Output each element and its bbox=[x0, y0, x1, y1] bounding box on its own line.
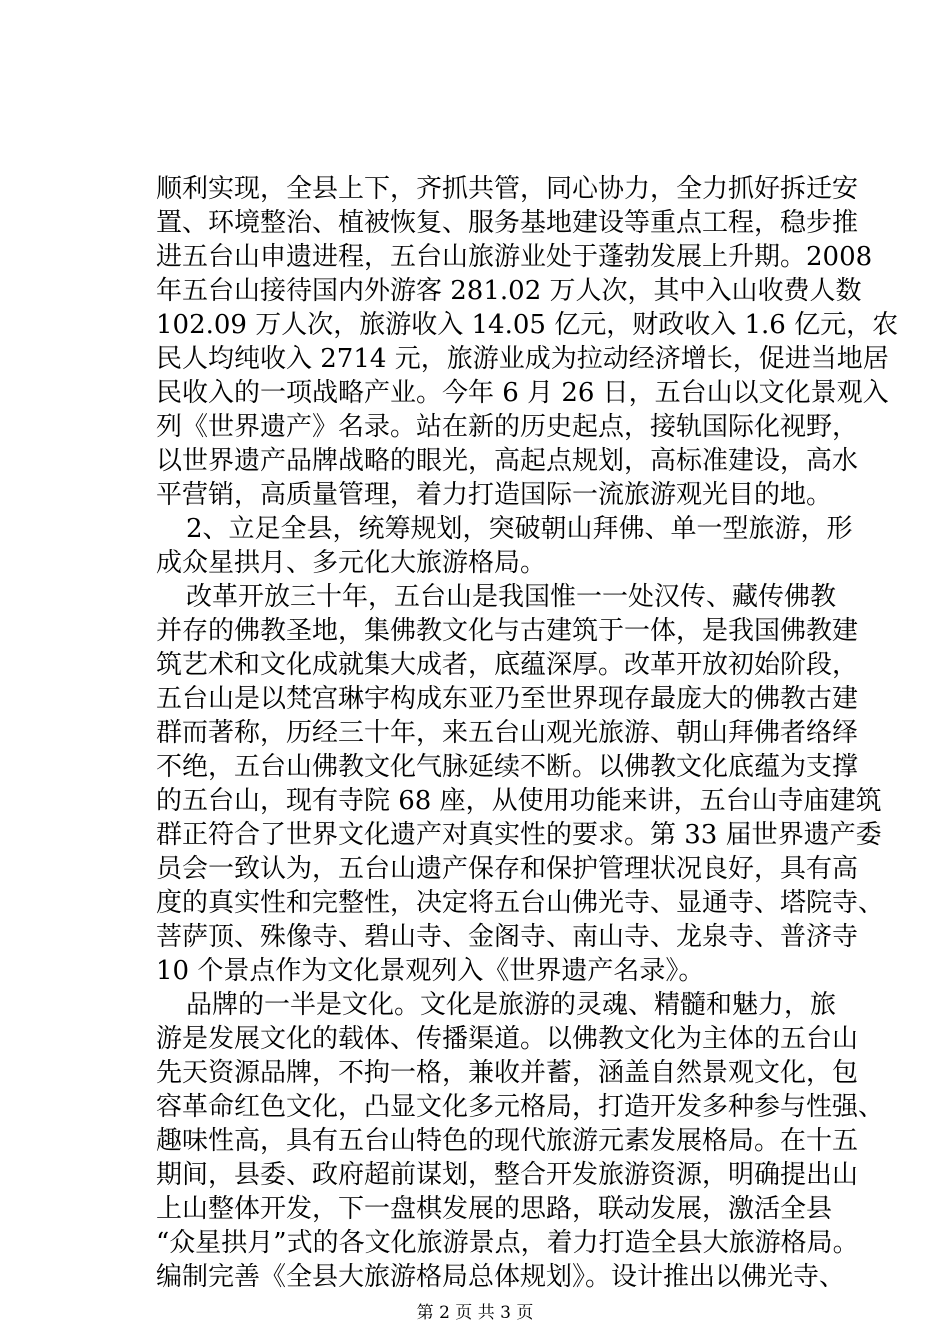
text-line: 先天资源品牌，不拘一格，兼收并蓄，涵盖自然景观文化，包 bbox=[156, 1058, 859, 1088]
section-heading-line: 成众星拱月、多元化大旅游格局。 bbox=[156, 548, 547, 578]
text-line: 102.09 万人次，旅游收入 14.05 亿元，财政收入 1.6 亿元，农 bbox=[156, 310, 899, 340]
text-line: 群而著称，历经三十年，来五台山观光旅游、朝山拜佛者络绎 bbox=[156, 718, 859, 748]
text-line: 菩萨顶、殊像寺、碧山寺、金阁寺、南山寺、龙泉寺、普济寺 bbox=[156, 922, 859, 952]
text-line: 上山整体开发，下一盘棋发展的思路，联动发展，激活全县 bbox=[156, 1194, 833, 1224]
text-line: 五台山是以梵宫琳宇构成东亚乃至世界现存最庞大的佛教古建 bbox=[156, 684, 859, 714]
text-line: 编制完善《全县大旅游格局总体规划》。设计推出以佛光寺、 bbox=[156, 1262, 846, 1292]
text-line: 容革命红色文化，凸显文化多元格局，打造开发多种参与性强、 bbox=[156, 1092, 885, 1122]
text-line: 置、环境整治、植被恢复、服务基地建设等重点工程，稳步推 bbox=[156, 208, 859, 238]
text-line: 不绝，五台山佛教文化气脉延续不断。以佛教文化底蕴为支撑 bbox=[156, 752, 859, 782]
text-line: 品牌的一半是文化。文化是旅游的灵魂、精髓和魅力，旅 bbox=[186, 990, 837, 1020]
text-line: 以世界遗产品牌战略的眼光，高起点规划，高标准建设，高水 bbox=[156, 446, 859, 476]
text-line: 进五台山申遗进程，五台山旅游业处于蓬勃发展上升期。2008 bbox=[156, 242, 873, 272]
text-line: 趣味性高，具有五台山特色的现代旅游元素发展格局。在十五 bbox=[156, 1126, 859, 1156]
text-line: 群正符合了世界文化遗产对真实性的要求。第 33 届世界遗产委 bbox=[156, 820, 882, 850]
text-line: 的五台山，现有寺院 68 座，从使用功能来讲，五台山寺庙建筑 bbox=[156, 786, 882, 816]
text-line: 平营销，高质量管理，着力打造国际一流旅游观光目的地。 bbox=[156, 480, 833, 510]
text-line: 筑艺术和文化成就集大成者，底蕴深厚。改革开放初始阶段， bbox=[156, 650, 859, 680]
text-line: 改革开放三十年，五台山是我国惟一一处汉传、藏传佛教 bbox=[186, 582, 837, 612]
text-line: 顺利实现，全县上下，齐抓共管，同心协力，全力抓好拆迁安 bbox=[156, 174, 859, 204]
text-line: 民人均纯收入 2714 元，旅游业成为拉动经济增长，促进当地居 bbox=[156, 344, 889, 374]
text-line: 度的真实性和完整性，决定将五台山佛光寺、显通寺、塔院寺、 bbox=[156, 888, 885, 918]
text-line: 年五台山接待国内外游客 281.02 万人次，其中入山收费人数 bbox=[156, 276, 862, 306]
text-line: “众星拱月”式的各文化旅游景点，着力打造全县大旅游格局。 bbox=[156, 1228, 859, 1258]
text-line: 员会一致认为，五台山遗产保存和保护管理状况良好，具有高 bbox=[156, 854, 859, 884]
text-line: 并存的佛教圣地，集佛教文化与古建筑于一体，是我国佛教建 bbox=[156, 616, 859, 646]
text-line: 游是发展文化的载体、传播渠道。以佛教文化为主体的五台山 bbox=[156, 1024, 859, 1054]
text-line: 列《世界遗产》名录。站在新的历史起点，接轨国际化视野， bbox=[156, 412, 859, 442]
page-number-footer: 第 2 页 共 3 页 bbox=[416, 1303, 534, 1323]
text-line: 10 个景点作为文化景观列入《世界遗产名录》。 bbox=[156, 956, 705, 986]
section-heading-line: 2、立足全县，统筹规划，突破朝山拜佛、单一型旅游，形 bbox=[186, 514, 853, 544]
text-line: 民收入的一项战略产业。今年 6 月 26 日，五台山以文化景观入 bbox=[156, 378, 889, 408]
text-line: 期间，县委、政府超前谋划，整合开发旅游资源，明确提出山 bbox=[156, 1160, 859, 1190]
